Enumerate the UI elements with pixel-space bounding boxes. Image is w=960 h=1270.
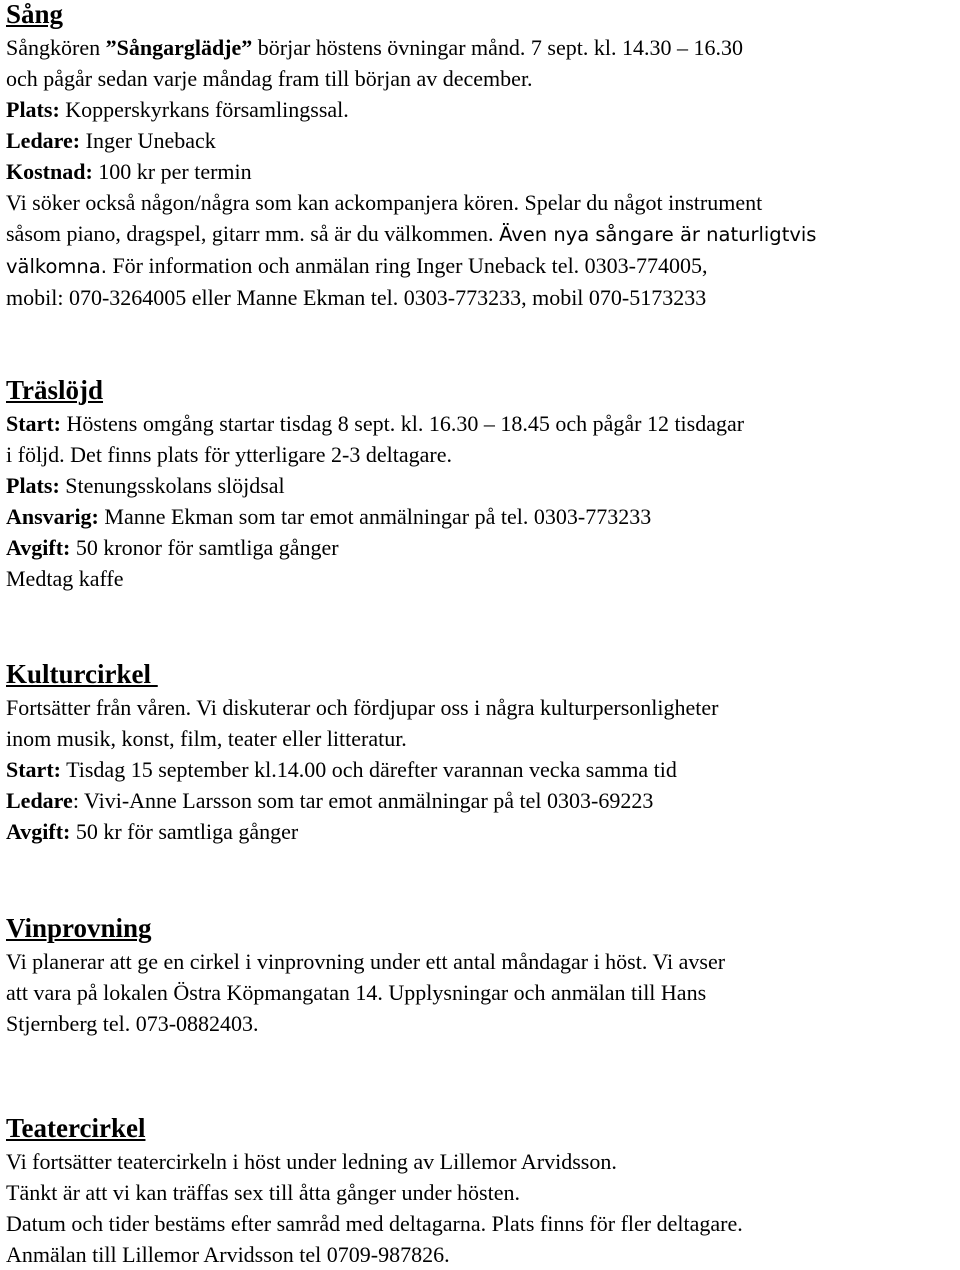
kulturcirkel-line-4 — [6, 785, 718, 816]
kulturcirkel-line-3 — [6, 754, 718, 785]
traslojd-line-3 — [6, 470, 744, 501]
section-body-kulturcirkel — [6, 692, 718, 847]
field-value: Tisdag 15 september kl.14.00 och därefter varannan vecka samma tid — [60, 757, 677, 782]
section-body-teatercirkel — [6, 1146, 743, 1270]
field-label: Ansvarig: — [6, 504, 99, 529]
section-kulturcirkel — [6, 660, 718, 847]
vinprovning-line-2: att vara på lokalen Östra Köpmangatan 14. Upplysningar och anmälan till Hans — [6, 980, 707, 1005]
section-body-sang — [6, 32, 816, 313]
field-label: Plats: — [6, 473, 60, 498]
field-value: Inger Uneback — [80, 128, 216, 153]
section-heading-sang: Sång — [6, 0, 64, 29]
teatercirkel-line-1: Vi fortsätter teatercirkeln i höst under ledning av Lillemor Arvidsson. — [6, 1149, 617, 1174]
kulturcirkel-line-5 — [6, 816, 718, 847]
sang-line-9: mobil: 070-3264005 eller Manne Ekman tel. 0303-773233, mobil 070-5173233 — [6, 285, 707, 310]
field-value: Höstens omgång startar tisdag 8 sept. kl. 16.30 – 18.45 och pågår 12 tisdagar — [60, 411, 745, 436]
sang-line-8 — [6, 250, 816, 282]
traslojd-line-5 — [6, 532, 744, 563]
text: För information och anmälan ring Inger Uneback tel. 0303-774005, — [106, 253, 708, 278]
sang-line-1 — [6, 32, 816, 63]
field-value: 100 kr per termin — [92, 159, 252, 184]
section-body-vinprovning — [6, 946, 725, 1039]
traslojd-line-1 — [6, 408, 744, 439]
section-heading-kulturcirkel: Kulturcirkel — [6, 659, 158, 689]
section-body-traslojd — [6, 408, 744, 594]
section-heading-vinprovning: Vinprovning — [6, 913, 152, 943]
field-value: Manne Ekman som tar emot anmälningar på tel. 0303-773233 — [98, 504, 652, 529]
sang-line-6: Vi söker också någon/några som kan ackompanjera kören. Spelar du något instrument — [6, 190, 763, 215]
traslojd-line-4 — [6, 501, 744, 532]
field-value: 50 kronor för samtliga gånger — [70, 535, 339, 560]
field-label: Avgift: — [6, 819, 71, 844]
field-value: Kopperskyrkans församlingssal. — [59, 97, 349, 122]
section-heading-traslojd: Träslöjd — [6, 375, 104, 405]
field-label: Start: — [6, 411, 61, 436]
text: Sångkören — [6, 35, 106, 60]
sang-line-5 — [6, 156, 816, 187]
section-traslojd — [6, 376, 744, 594]
section-vinprovning — [6, 914, 725, 1039]
text: börjar höstens övningar månd. 7 sept. kl. 14.30 – 16.30 — [252, 35, 743, 60]
vinprovning-line-1: Vi planerar att ge en cirkel i vinprovning under ett antal måndagar i höst. Vi avser — [6, 949, 726, 974]
field-label: Ledare — [6, 788, 73, 813]
field-value: Stenungsskolans slöjdsal — [59, 473, 285, 498]
section-heading-teatercirkel: Teatercirkel — [6, 1113, 146, 1143]
teatercirkel-line-2: Tänkt är att vi kan träffas sex till åtta gånger under hösten. — [6, 1180, 520, 1205]
field-value: : Vivi-Anne Larsson som tar emot anmälningar på tel 0303-69223 — [72, 788, 654, 813]
sang-line-4 — [6, 125, 816, 156]
sang-line-2: och pågår sedan varje måndag fram till början av december. — [6, 66, 533, 91]
traslojd-line-2: i följd. Det finns plats för ytterligare 2-3 deltagare. — [6, 442, 452, 467]
teatercirkel-line-3: Datum och tider bestäms efter samråd med deltagarna. Plats finns för fler deltagare. — [6, 1211, 743, 1236]
field-label: Avgift: — [6, 535, 71, 560]
traslojd-line-6: Medtag kaffe — [6, 566, 124, 591]
section-teatercirkel — [6, 1114, 743, 1270]
kulturcirkel-line-1: Fortsätter från våren. Vi diskuterar och fördjupar oss i några kulturpersonligheter — [6, 695, 719, 720]
section-sang — [6, 0, 816, 313]
text: välkomna. — [6, 255, 107, 278]
field-label: Ledare: — [6, 128, 81, 153]
field-value: 50 kr för samtliga gånger — [70, 819, 299, 844]
field-label: Plats: — [6, 97, 60, 122]
sang-line-3 — [6, 94, 816, 125]
field-label: Kostnad: — [6, 159, 93, 184]
teatercirkel-line-4: Anmälan till Lillemor Arvidsson tel 0709-987826. — [6, 1242, 450, 1267]
vinprovning-line-3: Stjernberg tel. 073-0882403. — [6, 1011, 259, 1036]
kulturcirkel-line-2: inom musik, konst, film, teater eller litteratur. — [6, 726, 407, 751]
text: såsom piano, dragspel, gitarr mm. så är du välkommen. — [6, 221, 500, 246]
field-label: Start: — [6, 757, 61, 782]
choir-name: ”Sångarglädje” — [105, 35, 253, 60]
text: Även nya sångare är naturligtvis — [499, 223, 817, 246]
sang-line-7 — [6, 218, 816, 250]
